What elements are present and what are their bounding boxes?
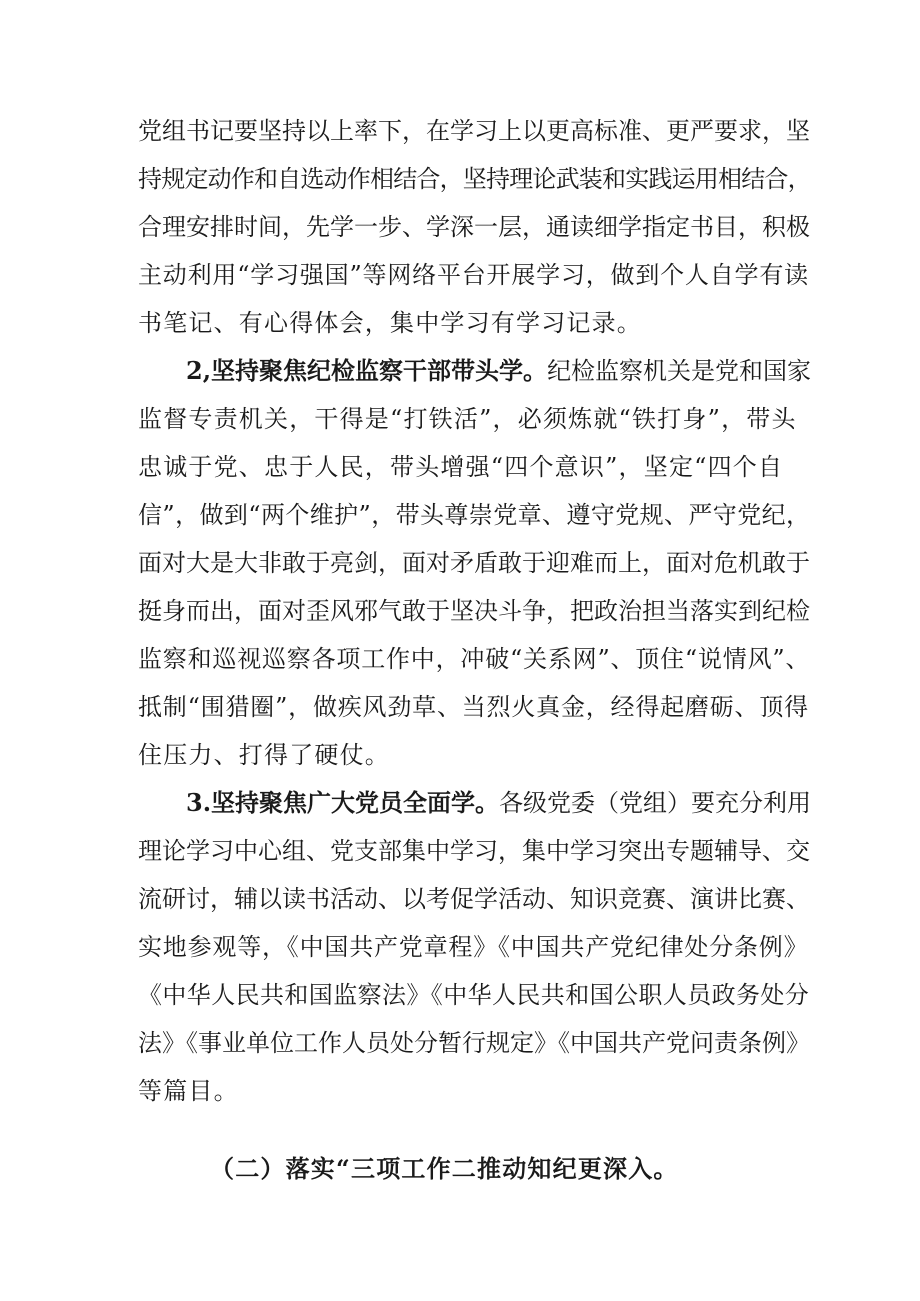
paragraph-2-line-1 [186, 356, 811, 386]
paragraph-2-line-2: 监督专责机关，干得是“打铁活”，必须炼就“铁打身”，带头 [138, 405, 797, 433]
paragraph-3-line-5: 《中华人民共和国监察法》《中华人民共和国公职人员政务处分 [138, 981, 810, 1009]
paragraph-3-heading: 3.坚持聚焦广大党员全面学。 [186, 788, 500, 817]
paragraph-2-line-9: 住压力、打得了硬仗。 [138, 741, 390, 769]
paragraph-2-line-7: 监察和巡视巡察各项工作中，冲破“关系网”、顶住“说情风”、 [138, 645, 811, 673]
paragraph-1-line-2: 持规定动作和自选动作相结合，坚持理论武装和实践运用相结合， [138, 165, 811, 193]
paragraph-3-line-2: 理论学习中心组、党支部集中学习，集中学习突出专题辅导、交 [138, 837, 810, 865]
paragraph-1-line-5: 书笔记、有心得体会，集中学习有学习记录。 [138, 309, 642, 337]
paragraph-2-line-8: 抵制“围猎圈”，做疾风劲草、当烈火真金，经得起磨砺、顶得 [138, 693, 809, 721]
paragraph-2-lead-text: 纪检监察机关是党和国家 [547, 357, 812, 385]
paragraph-2-line-6: 挺身而出，面对歪风邪气敢于坚决斗争，把政治担当落实到纪检 [138, 597, 810, 625]
paragraph-2-heading: 2,坚持聚焦纪检监察干部带头学。 [186, 356, 548, 385]
paragraph-3-lead-text: 各级党委（党组）要充分利用 [499, 789, 812, 817]
paragraph-1-line-4: 主动利用“学习强国”等网络平台开展学习，做到个人自学有读 [138, 261, 809, 289]
paragraph-3-line-7: 等篇目。 [138, 1077, 239, 1105]
paragraph-3-line-3: 流研讨，辅以读书活动、以考促学活动、知识竞赛、演讲比赛、 [138, 885, 810, 913]
paragraph-2-line-4: 信”，做到“两个维护”，带头尊崇党章、遵守党规、严守党纪， [138, 501, 811, 529]
paragraph-3-line-4: 实地参观等，《中国共产党章程》《中国共产党纪律处分条例》 [138, 933, 809, 961]
paragraph-3-line-6: 法》《事业单位工作人员处分暂行规定》《中国共产党问责条例》 [138, 1029, 810, 1057]
paragraph-2-line-5: 面对大是大非敢于亮剑，面对矛盾敢于迎难而上，面对危机敢于 [138, 549, 810, 577]
paragraph-1-line-1: 党组书记要坚持以上率下，在学习上以更高标准、更严要求，坚 [138, 117, 810, 145]
paragraph-2-line-3: 忠诚于党、忠于人民，带头增强“四个意识”，坚定“四个自 [138, 453, 784, 481]
section-heading: （二）落实“三项工作二推动知纪更深入。 [210, 1154, 679, 1183]
paragraph-3-line-1 [186, 788, 811, 818]
paragraph-1-line-3: 合理安排时间，先学一步、学深一层，通读细学指定书目，积极 [138, 213, 810, 241]
